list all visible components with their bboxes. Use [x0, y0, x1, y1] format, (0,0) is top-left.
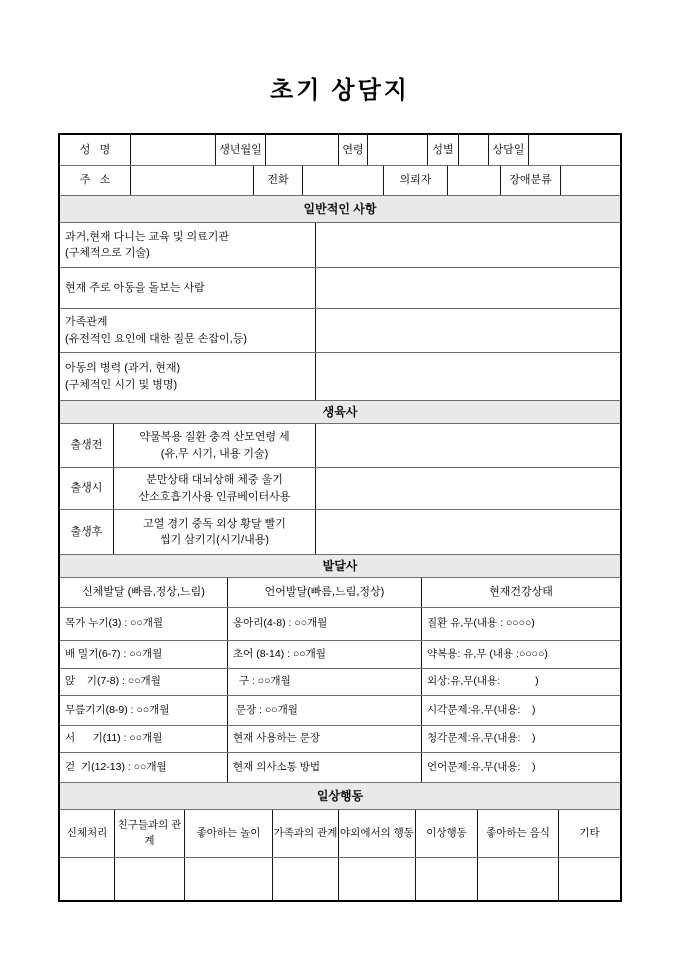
development-row-5 — [60, 726, 620, 753]
counsel-date-label: 상담일 — [489, 135, 529, 165]
daily-header-friends: 친구들과의 관계 — [115, 810, 185, 857]
dev-cell-physical-6: 걷 기(12-13) : ○○개월 — [60, 753, 228, 782]
daily-value-outdoor-cell[interactable] — [339, 858, 416, 900]
dev-cell-physical-2: 배 밀기(6-7) : ○○개월 — [60, 641, 228, 668]
name-label: 성 명 — [60, 135, 131, 165]
dev-cell-health-5: 청각문제:유,무(내용: ) — [427, 732, 536, 745]
address-value-cell[interactable] — [131, 166, 254, 195]
birthdate-label: 생년월일 — [216, 135, 266, 165]
daily-header-play: 좋아하는 놀이 — [185, 810, 273, 857]
general-row-3-value-cell[interactable] — [316, 309, 620, 352]
info-row-1 — [60, 135, 620, 166]
general-row-1-label: 과거,현재 다니는 교육 및 의료기관 (구체적으로 기술) — [60, 223, 316, 267]
gender-label: 성별 — [428, 135, 459, 165]
dev-col-header-language: 언어발달(빠름,느림,정상) — [228, 578, 422, 607]
daily-header-etc: 기타 — [579, 826, 600, 839]
growth-postnatal-value-cell[interactable] — [316, 510, 620, 554]
growth-row-prenatal — [60, 424, 620, 468]
phone-value-cell[interactable] — [303, 166, 384, 195]
birthdate-value-cell[interactable] — [266, 135, 339, 165]
growth-stage-postnatal-label: 출생후 — [60, 510, 114, 554]
growth-stage-prenatal-label: 출생전 — [60, 424, 114, 467]
daily-value-etc-cell[interactable] — [559, 858, 620, 900]
daily-value-food-cell[interactable] — [478, 858, 559, 900]
dev-cell-physical-4: 무릎기기(8-9) : ○○개월 — [60, 696, 228, 725]
daily-header-food: 좋아하는 음식 — [478, 810, 559, 857]
general-row-2-value-cell[interactable] — [316, 268, 620, 308]
dev-col-header-health: 현재건강상태 — [489, 586, 553, 599]
initial-counseling-form — [58, 133, 622, 902]
development-section-title: 발달사 — [60, 555, 620, 577]
counsel-date-value-cell[interactable] — [529, 135, 620, 165]
dev-cell-health-2: 약복용: 유,무 (내용 :○○○○) — [427, 647, 548, 660]
form-title: 초기 상담지 — [270, 78, 410, 104]
section-header-development — [60, 555, 620, 578]
dev-cell-physical-3: 앉 기(7-8) : ○○개월 — [60, 669, 228, 695]
dev-cell-physical-1: 목가 누기(3) : ○○개월 — [60, 608, 228, 640]
referrer-value-cell[interactable] — [448, 166, 501, 195]
growth-section-title: 생육사 — [60, 401, 620, 423]
growth-postnatal-desc: 고열 경기 중독 외상 황달 빨기 씹기 삼키기(시기/내용) — [114, 510, 316, 554]
disability-label: 장애분류 — [501, 166, 561, 195]
section-header-daily — [60, 783, 620, 810]
dev-cell-health-4: 시각문제:유,무(내용: ) — [427, 703, 536, 716]
section-header-growth — [60, 401, 620, 424]
gender-value-cell[interactable] — [459, 135, 489, 165]
age-value-cell[interactable] — [368, 135, 428, 165]
dev-cell-language-2: 초어 (8-14) : ○○개월 — [228, 641, 422, 668]
development-header-row — [60, 578, 620, 608]
daily-header-family: 가족과의 관계 — [273, 810, 339, 857]
disability-value-cell[interactable] — [561, 166, 620, 195]
dev-cell-health-6: 언어문제:유,무(내용: ) — [427, 760, 536, 773]
general-section-title: 일반적인 사항 — [60, 196, 620, 222]
growth-birth-value-cell[interactable] — [316, 468, 620, 509]
daily-header-row — [60, 810, 620, 858]
dev-col-header-physical: 신체발달 (빠름,정상,느림) — [60, 578, 228, 607]
growth-row-postnatal — [60, 510, 620, 555]
daily-value-self-care-cell[interactable] — [60, 858, 115, 900]
dev-cell-health-3: 외상:유,무(내용: ) — [427, 675, 539, 688]
general-row-4-value-cell[interactable] — [316, 353, 620, 400]
general-row-2-label: 현재 주로 아동을 돌보는 사람 — [60, 268, 316, 308]
growth-birth-desc: 분만상태 대뇌상해 체중 울기 산소호흡기사용 인큐베이터사용 — [114, 468, 316, 509]
daily-header-abnormal: 이상행동 — [416, 810, 478, 857]
growth-stage-birth-label: 출생시 — [60, 468, 114, 509]
address-label: 주 소 — [60, 166, 131, 195]
dev-cell-language-6: 현재 의사소통 방법 — [228, 753, 422, 782]
general-row-1-value-cell[interactable] — [316, 223, 620, 267]
development-row-6 — [60, 753, 620, 783]
dev-cell-language-5: 현재 사용하는 문장 — [228, 726, 422, 752]
general-row-3-label: 가족관계 (유전적인 요인에 대한 질문 손잡이,등) — [60, 309, 316, 352]
development-row-4 — [60, 696, 620, 726]
growth-prenatal-desc: 약물복용 질환 충격 산모연령 세 (유,무 시기, 내용 기술) — [114, 424, 316, 467]
section-header-general — [60, 196, 620, 223]
dev-cell-physical-5: 서 기(11) : ○○개월 — [60, 726, 228, 752]
dev-cell-language-3: 구 : ○○개월 — [228, 669, 422, 695]
daily-value-friends-cell[interactable] — [115, 858, 185, 900]
dev-cell-health-1: 질환 유,무(내용 : ○○○○) — [427, 617, 535, 630]
development-row-1 — [60, 608, 620, 641]
daily-value-abnormal-cell[interactable] — [416, 858, 478, 900]
daily-value-play-cell[interactable] — [185, 858, 273, 900]
info-row-2 — [60, 166, 620, 196]
daily-value-family-cell[interactable] — [273, 858, 339, 900]
dev-cell-language-4: 문장 : ○○개월 — [228, 696, 422, 725]
age-label: 연령 — [339, 135, 368, 165]
daily-value-row — [60, 858, 620, 900]
dev-cell-language-1: 옹아리(4-8) : ○○개월 — [228, 608, 422, 640]
daily-section-title: 일상행동 — [60, 783, 620, 809]
name-value-cell[interactable] — [131, 135, 216, 165]
phone-label: 전화 — [254, 166, 303, 195]
development-row-3 — [60, 669, 620, 696]
general-row-2 — [60, 268, 620, 309]
general-row-1 — [60, 223, 620, 268]
daily-header-self-care: 신체처리 — [60, 810, 115, 857]
general-row-3 — [60, 309, 620, 353]
growth-row-birth — [60, 468, 620, 510]
general-row-4-label: 아동의 병력 (과거, 현재) (구체적인 시기 및 병명) — [60, 353, 316, 400]
development-row-2 — [60, 641, 620, 669]
referrer-label: 의뢰자 — [384, 166, 448, 195]
daily-header-outdoor: 야외에서의 행동 — [339, 810, 416, 857]
growth-prenatal-value-cell[interactable] — [316, 424, 620, 467]
general-row-4 — [60, 353, 620, 401]
